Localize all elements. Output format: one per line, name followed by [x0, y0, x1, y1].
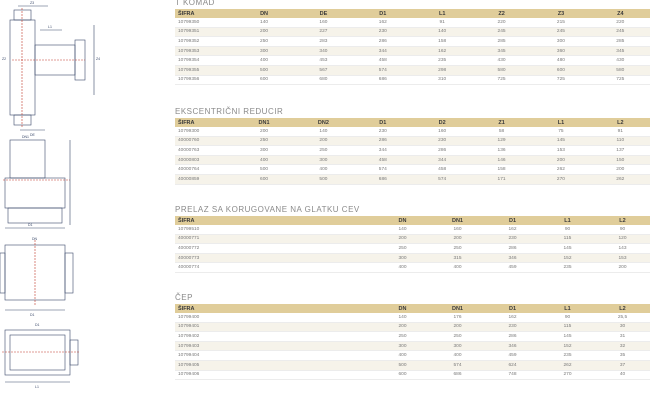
part-code-cell: 40000760	[175, 136, 234, 146]
dimension-cell: 459	[485, 351, 540, 361]
part-code-cell: 10799353	[175, 46, 234, 56]
dimension-cell: 115	[540, 322, 595, 332]
dimension-cell: 600	[375, 370, 430, 380]
table-row	[175, 225, 650, 234]
section-title: EKSCENTRIČNI REDUCIR	[175, 107, 284, 116]
section-prelaz	[175, 204, 650, 273]
dimension-cell: 270	[540, 370, 595, 380]
column-header: D1	[485, 304, 540, 313]
dimension-cell: 162	[485, 225, 540, 234]
dimension-cell: 480	[531, 56, 590, 66]
table-header-row	[175, 9, 650, 18]
column-header: ŠIFRA	[175, 216, 375, 225]
drawing-label: L1	[35, 385, 39, 389]
dimension-cell: 680	[294, 75, 353, 85]
column-header: L1	[531, 118, 590, 127]
dimension-cell: 250	[430, 332, 485, 342]
table-row	[175, 136, 650, 146]
dimension-cell: 91	[591, 127, 650, 136]
dimension-cell: 430	[472, 56, 531, 66]
dimension-cell: 285	[591, 37, 650, 47]
dimension-cell: 250	[375, 244, 430, 254]
dimension-cell: 458	[353, 155, 412, 165]
part-code-cell: 40000803	[175, 155, 234, 165]
table-row	[175, 263, 650, 273]
part-code-cell: 10799352	[175, 37, 234, 47]
dimension-cell: 600	[234, 75, 293, 85]
dimension-cell: 32	[595, 341, 650, 351]
dimension-cell: 230	[353, 127, 412, 136]
dimension-cell: 162	[485, 313, 540, 322]
dimension-cell: 153	[531, 146, 590, 156]
dimension-cell: 345	[472, 46, 531, 56]
dimension-cell: 574	[353, 65, 412, 75]
drawing-label: DN	[32, 237, 38, 241]
table-header-row	[175, 118, 650, 127]
dimension-cell: 37	[595, 360, 650, 370]
dimension-cell: 262	[591, 174, 650, 184]
dimension-cell: 400	[234, 56, 293, 66]
table-row	[175, 332, 650, 342]
dimension-cell: 140	[413, 27, 472, 37]
dimension-cell: 286	[353, 136, 412, 146]
column-header: D1	[485, 216, 540, 225]
dimension-cell: 574	[413, 174, 472, 184]
dimension-cell: 574	[353, 165, 412, 175]
column-header: DN2	[294, 118, 353, 127]
part-code-cell: 40000764	[175, 165, 234, 175]
part-code-cell: 10799400	[175, 313, 375, 322]
part-code-cell: 10799300	[175, 127, 234, 136]
dimension-cell: 344	[353, 146, 412, 156]
dimension-cell: 686	[353, 75, 412, 85]
table-row	[175, 165, 650, 175]
table-header-row	[175, 304, 650, 313]
dimension-cell: 220	[591, 18, 650, 27]
dimension-cell: 286	[413, 146, 472, 156]
dimension-cell: 500	[234, 165, 293, 175]
dimension-cell: 176	[430, 313, 485, 322]
dimension-cell: 600	[531, 65, 590, 75]
dimension-cell: 250	[375, 332, 430, 342]
dimension-cell: 200	[375, 322, 430, 332]
dimension-cell: 158	[413, 37, 472, 47]
dimension-cell: 262	[531, 165, 590, 175]
dimension-cell: 152	[540, 253, 595, 263]
part-code-cell: 40000772	[175, 244, 375, 254]
dimension-cell: 75	[531, 127, 590, 136]
dimension-cell: 344	[413, 155, 472, 165]
dimension-cell: 459	[485, 263, 540, 273]
spec-table	[175, 216, 650, 273]
column-header: L2	[595, 304, 650, 313]
dimension-cell: 160	[430, 225, 485, 234]
drawing-label: DE	[30, 133, 35, 137]
dimension-cell: 160	[413, 127, 472, 136]
dimension-cell: 230	[485, 234, 540, 244]
table-row	[175, 341, 650, 351]
dimension-cell: 200	[430, 234, 485, 244]
dimension-cell: 215	[531, 18, 590, 27]
column-header: DN	[375, 304, 430, 313]
dimension-cell: 200	[234, 27, 293, 37]
table-row	[175, 56, 650, 66]
dimension-cell: 58	[472, 127, 531, 136]
column-header: Z4	[591, 9, 650, 18]
dimension-cell: 160	[294, 18, 353, 27]
dimension-cell: 725	[591, 75, 650, 85]
dimension-cell: 150	[591, 155, 650, 165]
table-row	[175, 127, 650, 136]
section-title: PRELAZ SA KORUGOVANE NA GLATKU CEV	[175, 205, 360, 214]
part-code-cell: 10799402	[175, 332, 375, 342]
column-header: D1	[353, 9, 412, 18]
dimension-cell: 145	[540, 332, 595, 342]
dimension-cell: 245	[531, 27, 590, 37]
drawing-label: D1	[35, 323, 40, 327]
dimension-cell: 344	[353, 46, 412, 56]
part-code-cell: 10799356	[175, 75, 234, 85]
dimension-cell: 200	[375, 234, 430, 244]
dimension-cell: 286	[485, 332, 540, 342]
dimension-cell: 90	[595, 225, 650, 234]
dimension-cell: 346	[485, 253, 540, 263]
part-code-cell: 10799406	[175, 370, 375, 380]
dimension-cell: 152	[540, 341, 595, 351]
table-row	[175, 46, 650, 56]
table-row	[175, 244, 650, 254]
dimension-cell: 315	[430, 253, 485, 263]
dimension-cell: 567	[294, 65, 353, 75]
drawing-label: L1	[48, 25, 52, 29]
part-code-cell: 10799351	[175, 27, 234, 37]
drawing-label: D1	[28, 223, 33, 227]
dimension-cell: 91	[413, 18, 472, 27]
dimension-cell: 686	[430, 370, 485, 380]
column-header: ŠIFRA	[175, 9, 234, 18]
part-code-cell: 10799510	[175, 225, 375, 234]
column-header: L1	[540, 216, 595, 225]
dimension-cell: 162	[353, 18, 412, 27]
dimension-cell: 250	[234, 37, 293, 47]
dimension-cell: 285	[472, 37, 531, 47]
dimension-cell: 230	[353, 27, 412, 37]
section-t-komad	[175, 0, 650, 85]
dimension-cell: 220	[472, 18, 531, 27]
dimension-cell: 283	[294, 37, 353, 47]
dimension-cell: 580	[472, 65, 531, 75]
dimension-cell: 346	[485, 341, 540, 351]
dimension-cell: 200	[234, 127, 293, 136]
table-row	[175, 18, 650, 27]
column-header: DN	[234, 9, 293, 18]
dimension-cell: 748	[485, 370, 540, 380]
table-row	[175, 322, 650, 332]
section-title: ČEP	[175, 293, 193, 302]
dimension-cell: 300	[375, 341, 430, 351]
dimension-cell: 245	[591, 27, 650, 37]
dimension-cell: 162	[413, 46, 472, 56]
dimension-cell: 200	[294, 136, 353, 146]
dimension-cell: 235	[413, 56, 472, 66]
table-row	[175, 313, 650, 322]
dimension-cell: 140	[234, 18, 293, 27]
dimension-cell: 136	[472, 146, 531, 156]
dimension-cell: 129	[472, 136, 531, 146]
table-row	[175, 370, 650, 380]
dimension-cell: 227	[294, 27, 353, 37]
dimension-cell: 458	[413, 165, 472, 175]
table-row	[175, 75, 650, 85]
dimension-cell: 286	[485, 244, 540, 254]
cap-drawing	[2, 330, 80, 382]
technical-drawings	[0, 0, 160, 401]
part-code-cell: 10799405	[175, 360, 375, 370]
dimension-cell: 580	[591, 65, 650, 75]
dimension-cell: 200	[591, 165, 650, 175]
dimension-cell: 300	[234, 46, 293, 56]
table-row	[175, 174, 650, 184]
transition-drawing	[0, 240, 73, 310]
table-row	[175, 351, 650, 361]
eccentric-reducer-drawing	[3, 140, 70, 228]
column-header: DN1	[430, 216, 485, 225]
dimension-cell: 140	[375, 313, 430, 322]
column-header: D1	[353, 118, 412, 127]
dimension-cell: 345	[591, 46, 650, 56]
column-header: ŠIFRA	[175, 118, 234, 127]
dimension-cell: 110	[591, 136, 650, 146]
dimension-cell: 143	[595, 244, 650, 254]
dimension-cell: 340	[294, 46, 353, 56]
dimension-cell: 300	[531, 37, 590, 47]
dimension-cell: 624	[485, 360, 540, 370]
dimension-cell: 250	[430, 244, 485, 254]
dimension-cell: 245	[472, 27, 531, 37]
dimension-cell: 400	[234, 155, 293, 165]
table-row	[175, 65, 650, 75]
dimension-cell: 300	[294, 155, 353, 165]
part-code-cell: 10799350	[175, 18, 234, 27]
table-row	[175, 234, 650, 244]
dimension-cell: 25,5	[595, 313, 650, 322]
dimension-cell: 500	[294, 174, 353, 184]
dimension-cell: 400	[430, 263, 485, 273]
column-header: DN1	[234, 118, 293, 127]
dimension-cell: 230	[485, 322, 540, 332]
column-header: Z3	[531, 9, 590, 18]
drawing-label: D1	[30, 313, 35, 317]
table-row	[175, 155, 650, 165]
dimension-cell: 145	[540, 244, 595, 254]
dimension-cell: 360	[531, 46, 590, 56]
table-row	[175, 37, 650, 47]
dimension-cell: 40	[595, 370, 650, 380]
dimension-cell: 171	[472, 174, 531, 184]
column-header: DE	[294, 9, 353, 18]
dimension-cell: 153	[595, 253, 650, 263]
dimension-cell: 31	[595, 332, 650, 342]
part-code-cell: 10799354	[175, 56, 234, 66]
dimension-cell: 600	[234, 174, 293, 184]
dimension-cell: 298	[413, 65, 472, 75]
dimension-cell: 200	[595, 263, 650, 273]
part-code-cell: 40000859	[175, 174, 234, 184]
dimension-cell: 400	[294, 165, 353, 175]
dimension-cell: 400	[375, 351, 430, 361]
dimension-cell: 250	[234, 136, 293, 146]
part-code-cell: 10799355	[175, 65, 234, 75]
dimension-cell: 270	[531, 174, 590, 184]
dimension-cell: 725	[531, 75, 590, 85]
part-code-cell: 40000763	[175, 146, 234, 156]
dimension-cell: 250	[294, 146, 353, 156]
spec-table	[175, 118, 650, 185]
part-code-cell: 10799401	[175, 322, 375, 332]
dimension-cell: 35	[595, 351, 650, 361]
table-header-row	[175, 216, 650, 225]
dimension-cell: 574	[430, 360, 485, 370]
column-header: Z1	[472, 118, 531, 127]
dimension-cell: 137	[591, 146, 650, 156]
table-row	[175, 253, 650, 263]
dimension-cell: 200	[531, 155, 590, 165]
column-header: L1	[540, 304, 595, 313]
drawing-label: Z2	[2, 57, 7, 61]
part-code-cell: 10799404	[175, 351, 375, 361]
section-title: T KOMAD	[175, 0, 215, 7]
section-cep	[175, 292, 650, 380]
dimension-cell: 686	[353, 174, 412, 184]
column-header: Z2	[472, 9, 531, 18]
dimension-cell: 500	[234, 65, 293, 75]
dimension-cell: 146	[472, 155, 531, 165]
part-code-cell: 10799403	[175, 341, 375, 351]
spec-table	[175, 304, 650, 380]
part-code-cell: 40000771	[175, 234, 375, 244]
dimension-cell: 90	[540, 225, 595, 234]
dimension-cell: 115	[540, 234, 595, 244]
dimension-cell: 158	[472, 165, 531, 175]
dimension-cell: 400	[430, 351, 485, 361]
column-header: L2	[591, 118, 650, 127]
dimension-cell: 145	[531, 136, 590, 146]
table-row	[175, 360, 650, 370]
dimension-cell: 500	[375, 360, 430, 370]
dimension-cell: 300	[430, 341, 485, 351]
drawing-label: DN1	[22, 135, 30, 139]
section-ekscentricni-reducir	[175, 106, 650, 185]
dimension-cell: 430	[591, 56, 650, 66]
table-row	[175, 27, 650, 37]
dimension-cell: 200	[430, 322, 485, 332]
dimension-cell: 286	[353, 37, 412, 47]
drawing-label: Z3	[30, 1, 35, 5]
spec-table	[175, 9, 650, 85]
dimension-cell: 300	[375, 253, 430, 263]
column-header: D2	[413, 118, 472, 127]
dimension-cell: 140	[375, 225, 430, 234]
column-header: L1	[413, 9, 472, 18]
column-header: DN1	[430, 304, 485, 313]
dimension-cell: 310	[413, 75, 472, 85]
table-row	[175, 146, 650, 156]
drawing-label: Z4	[96, 57, 101, 61]
column-header: ŠIFRA	[175, 304, 375, 313]
dimension-cell: 30	[595, 322, 650, 332]
dimension-cell: 90	[540, 313, 595, 322]
dimension-cell: 262	[540, 360, 595, 370]
column-header: L2	[595, 216, 650, 225]
dimension-cell: 725	[472, 75, 531, 85]
dimension-cell: 400	[375, 263, 430, 273]
dimension-cell: 453	[294, 56, 353, 66]
dimension-cell: 235	[540, 263, 595, 273]
dimension-cell: 458	[353, 56, 412, 66]
dimension-cell: 300	[234, 146, 293, 156]
t-piece-drawing	[10, 6, 94, 130]
column-header: DN	[375, 216, 430, 225]
dimension-cell: 120	[595, 234, 650, 244]
dimension-cell: 140	[294, 127, 353, 136]
part-code-cell: 40000773	[175, 253, 375, 263]
dimension-cell: 235	[540, 351, 595, 361]
dimension-cell: 230	[413, 136, 472, 146]
part-code-cell: 40000774	[175, 263, 375, 273]
